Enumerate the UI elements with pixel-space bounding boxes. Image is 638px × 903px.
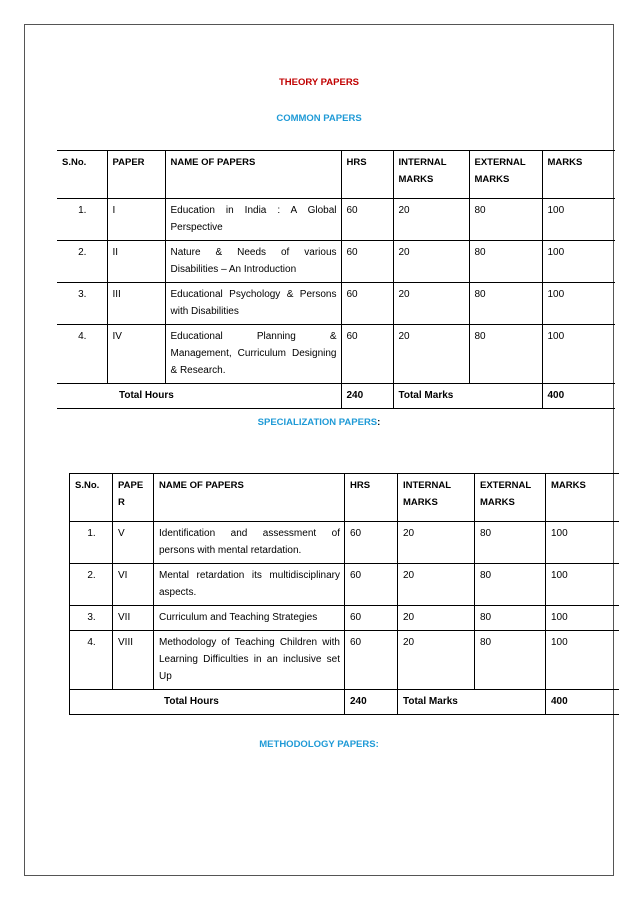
header-name: NAME OF PAPERS	[154, 474, 345, 522]
cell-external: 80	[469, 283, 542, 325]
cell-marks: 100	[546, 631, 619, 690]
cell-external: 80	[469, 241, 542, 283]
total-marks-value: 400	[542, 384, 615, 409]
cell-paper: VII	[113, 606, 154, 631]
cell-sno: 4.	[70, 631, 113, 690]
cell-internal: 20	[398, 606, 475, 631]
cell-internal: 20	[398, 631, 475, 690]
header-marks: MARKS	[542, 151, 615, 199]
table-row	[57, 283, 615, 325]
table-row	[57, 325, 615, 384]
cell-external: 80	[469, 199, 542, 241]
cell-external: 80	[475, 564, 546, 606]
table-row	[70, 522, 619, 564]
cell-paper: VI	[113, 564, 154, 606]
table-header-row	[57, 151, 615, 199]
table-row	[70, 631, 619, 690]
header-paper: PAPER	[107, 151, 165, 199]
cell-sno: 2.	[57, 241, 107, 283]
header-external-marks: EXTERNAL MARKS	[475, 474, 546, 522]
header-hrs: HRS	[341, 151, 393, 199]
cell-hrs: 60	[345, 522, 398, 564]
table-row	[57, 199, 615, 241]
cell-sno: 3.	[57, 283, 107, 325]
total-hours-value: 240	[345, 690, 398, 715]
cell-internal: 20	[393, 199, 469, 241]
header-marks: MARKS	[546, 474, 619, 522]
cell-internal: 20	[398, 522, 475, 564]
cell-paper: I	[107, 199, 165, 241]
cell-internal: 20	[393, 283, 469, 325]
cell-marks: 100	[546, 522, 619, 564]
cell-internal: 20	[398, 564, 475, 606]
total-row	[57, 384, 615, 409]
cell-sno: 2.	[70, 564, 113, 606]
header-sno: S.No.	[57, 151, 107, 199]
specialization-papers-table	[69, 473, 619, 715]
cell-hrs: 60	[345, 631, 398, 690]
header-sno: S.No.	[70, 474, 113, 522]
total-marks-label: Total Marks	[393, 384, 542, 409]
methodology-papers-heading: METHODOLOGY PAPERS:	[259, 739, 379, 750]
cell-external: 80	[475, 631, 546, 690]
specialization-papers-heading	[0, 417, 638, 428]
header-internal-marks: INTERNAL MARKS	[398, 474, 475, 522]
cell-name: Nature & Needs of various Disabilities – An Introduction	[165, 241, 341, 283]
cell-name: Identification and assessment of persons with mental retardation.	[154, 522, 345, 564]
table-row	[70, 564, 619, 606]
cell-name: Curriculum and Teaching Strategies	[154, 606, 345, 631]
cell-marks: 100	[542, 283, 615, 325]
theory-papers-heading: THEORY PAPERS	[278, 77, 360, 88]
cell-internal: 20	[393, 241, 469, 283]
table-header-row	[70, 474, 619, 522]
total-hours-label: Total Hours	[70, 690, 345, 715]
total-hours-label: Total Hours	[57, 384, 341, 409]
header-name: NAME OF PAPERS	[165, 151, 341, 199]
cell-sno: 1.	[70, 522, 113, 564]
cell-external: 80	[475, 606, 546, 631]
cell-name: Educational Psychology & Persons with Disabilities	[165, 283, 341, 325]
header-hrs: HRS	[345, 474, 398, 522]
cell-name: Education in India : A Global Perspective	[165, 199, 341, 241]
total-marks-label: Total Marks	[398, 690, 546, 715]
cell-name: Mental retardation its multidisciplinary aspects.	[154, 564, 345, 606]
total-marks-value: 400	[546, 690, 619, 715]
cell-marks: 100	[542, 199, 615, 241]
table-row	[70, 606, 619, 631]
cell-paper: V	[113, 522, 154, 564]
cell-paper: II	[107, 241, 165, 283]
common-papers-table	[57, 150, 615, 409]
cell-marks: 100	[542, 325, 615, 384]
cell-hrs: 60	[345, 606, 398, 631]
cell-internal: 20	[393, 325, 469, 384]
cell-name: Methodology of Teaching Children with Learning Difficulties in an inclusive set Up	[154, 631, 345, 690]
total-row	[70, 690, 619, 715]
specialization-heading-colon: :	[377, 417, 381, 428]
cell-hrs: 60	[345, 564, 398, 606]
table-row	[57, 241, 615, 283]
cell-marks: 100	[546, 606, 619, 631]
cell-sno: 3.	[70, 606, 113, 631]
cell-marks: 100	[546, 564, 619, 606]
cell-external: 80	[475, 522, 546, 564]
cell-hrs: 60	[341, 241, 393, 283]
specialization-heading-text: SPECIALIZATION PAPERS	[257, 417, 378, 428]
cell-external: 80	[469, 325, 542, 384]
cell-hrs: 60	[341, 199, 393, 241]
header-external-marks: EXTERNAL MARKS	[469, 151, 542, 199]
cell-name: Educational Planning & Management, Curriculum Designing & Research.	[165, 325, 341, 384]
total-hours-value: 240	[341, 384, 393, 409]
cell-sno: 4.	[57, 325, 107, 384]
cell-marks: 100	[542, 241, 615, 283]
common-papers-heading: COMMON PAPERS	[276, 113, 362, 124]
cell-sno: 1.	[57, 199, 107, 241]
cell-paper: III	[107, 283, 165, 325]
header-paper: PAPE R	[113, 474, 154, 522]
cell-paper: IV	[107, 325, 165, 384]
cell-paper: VIII	[113, 631, 154, 690]
cell-hrs: 60	[341, 283, 393, 325]
header-internal-marks: INTERNAL MARKS	[393, 151, 469, 199]
cell-hrs: 60	[341, 325, 393, 384]
